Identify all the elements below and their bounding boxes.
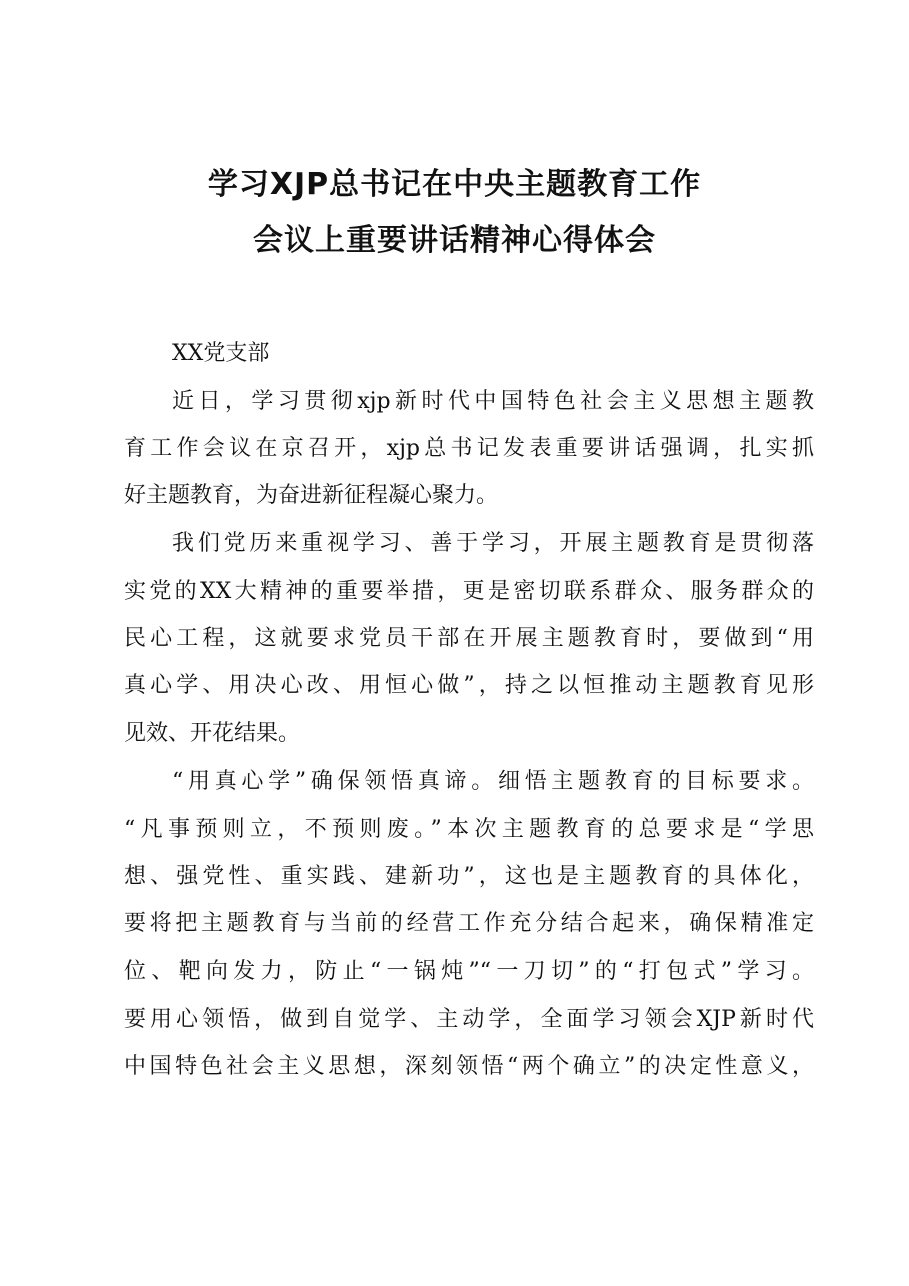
body-line: “用真心学”确保领悟真谛。细悟主题教育的目标要求。: [172, 769, 814, 794]
body-line: 要将把主题教育与当前的经营工作充分结合起来，确保精准定: [124, 911, 814, 936]
body-line: 近日，学习贯彻xjp新时代中国特色社会主义思想主题教: [172, 389, 814, 414]
body-line: 中国特色社会主义思想，深刻领悟“两个确立”的决定性意义，: [124, 1054, 814, 1079]
body-line: 我们党历来重视学习、善于学习，开展主题教育是贯彻落: [172, 531, 814, 556]
body-line: 位、靶向发力，防止“一锅炖”“一刀切”的“打包式”学习。: [124, 959, 814, 984]
body-line: 好主题教育，为奋进新征程凝心聚力。: [124, 483, 499, 508]
document-title-line-2: 会议上重要讲话精神心得体会: [253, 223, 656, 258]
author-org: XX党支部: [172, 341, 270, 366]
body-line: 见效、开花结果。: [124, 721, 301, 746]
body-line: 想、强党性、重实践、建新功”，这也是主题教育的具体化，: [124, 864, 814, 889]
body-line: 育工作会议在京召开，xjp总书记发表重要讲话强调，扎实抓: [124, 436, 814, 461]
document-title-line-1: 学习XJP总书记在中央主题教育工作: [207, 167, 702, 202]
body-line: 民心工程，这就要求党员干部在开展主题教育时，要做到“用: [124, 626, 814, 651]
body-line: 真心学、用决心改、用恒心做”，持之以恒推动主题教育见形: [124, 673, 814, 698]
body-line: 实党的XX大精神的重要举措，更是密切联系群众、服务群众的: [124, 579, 814, 604]
body-line: “凡事预则立，不预则废。”本次主题教育的总要求是“学思: [124, 817, 814, 842]
body-line: 要用心领悟，做到自觉学、主动学，全面学习领会XJP新时代: [124, 1007, 814, 1032]
